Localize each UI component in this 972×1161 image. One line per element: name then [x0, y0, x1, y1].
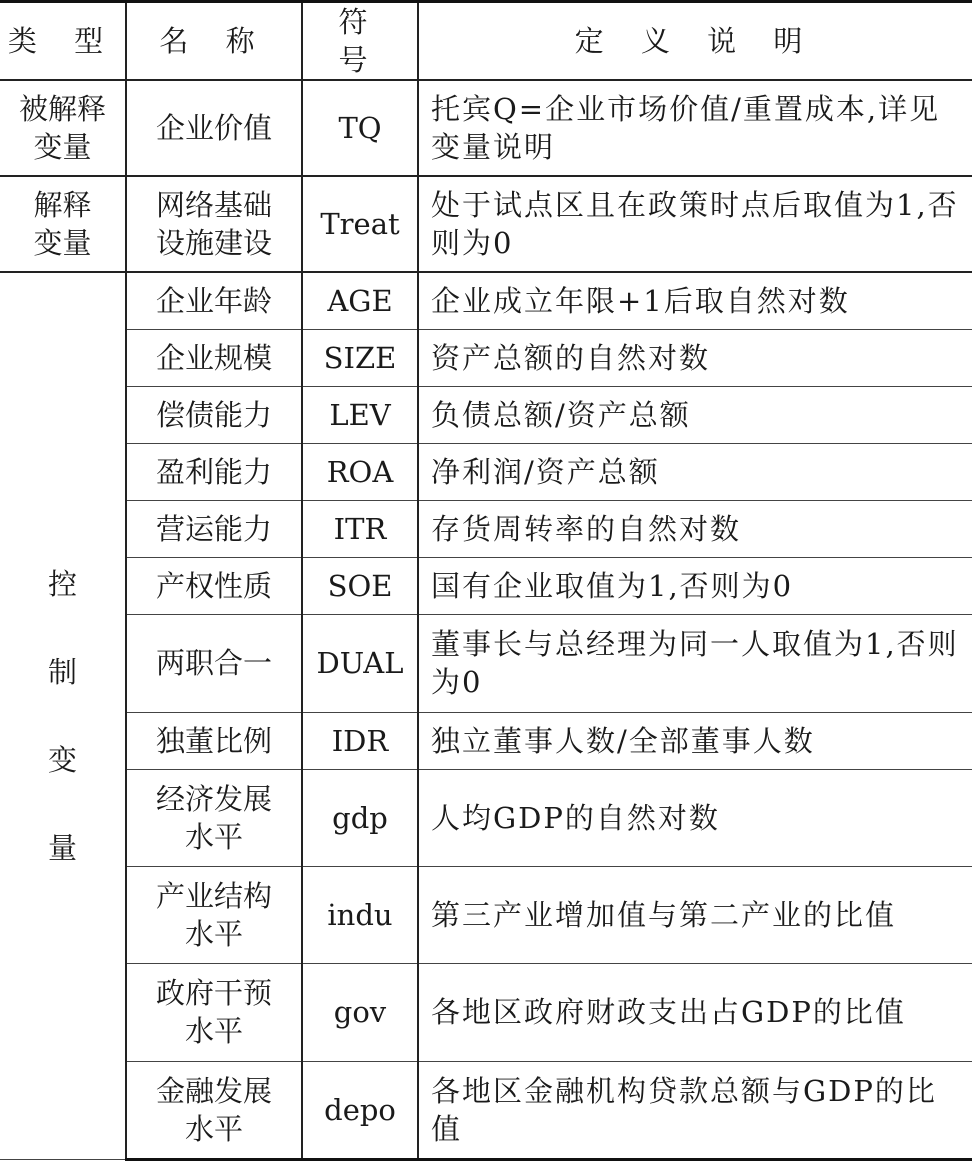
- header-type: 类 型: [0, 2, 126, 81]
- variable-definition: 独立董事人数/全部董事人数: [418, 712, 972, 769]
- variable-name: 两职合一: [126, 614, 302, 712]
- variable-definition: 各地区政府财政支出占GDP的比值: [418, 963, 972, 1061]
- variable-definition: 资产总额的自然对数: [418, 329, 972, 386]
- table-row: [0, 557, 972, 614]
- table-row: [0, 272, 972, 329]
- variable-definition: 存货周转率的自然对数: [418, 500, 972, 557]
- variable-definition: 第三产业增加值与第二产业的比值: [418, 866, 972, 963]
- category-dependent: 被解释变量: [0, 80, 126, 176]
- category-char: 控: [47, 566, 77, 601]
- variable-name: 企业价值: [126, 80, 302, 176]
- variable-definition: 托宾Q=企业市场价值/重置成本,详见变量说明: [418, 80, 972, 176]
- table-row: [0, 329, 972, 386]
- variable-name: 金融发展水平: [126, 1061, 302, 1159]
- variable-symbol: Treat: [302, 176, 418, 272]
- variable-name: 产业结构水平: [126, 866, 302, 963]
- variable-name: 企业规模: [126, 329, 302, 386]
- variable-symbol: SOE: [302, 557, 418, 614]
- variable-symbol: indu: [302, 866, 418, 963]
- variable-name: 独董比例: [126, 712, 302, 769]
- variable-name: 盈利能力: [126, 443, 302, 500]
- variable-symbol: gdp: [302, 769, 418, 866]
- variable-definition: 处于试点区且在政策时点后取值为1,否则为0: [418, 176, 972, 272]
- variable-name: 偿债能力: [126, 386, 302, 443]
- variable-name: 营运能力: [126, 500, 302, 557]
- variable-symbol: ITR: [302, 500, 418, 557]
- table-row: [0, 712, 972, 769]
- variable-definition: 国有企业取值为1,否则为0: [418, 557, 972, 614]
- variable-name: 企业年龄: [126, 272, 302, 329]
- category-char: 量: [47, 830, 77, 865]
- variable-definition: 负债总额/资产总额: [418, 386, 972, 443]
- header-symbol: 符 号: [302, 2, 418, 81]
- category-control: [0, 272, 126, 1159]
- header-row: [0, 2, 972, 81]
- table-row: [0, 500, 972, 557]
- variable-symbol: DUAL: [302, 614, 418, 712]
- variable-symbol: IDR: [302, 712, 418, 769]
- variable-definition: 人均GDP的自然对数: [418, 769, 972, 866]
- variable-name: 经济发展水平: [126, 769, 302, 866]
- variable-name: 政府干预水平: [126, 963, 302, 1061]
- category-char: 变: [47, 742, 77, 777]
- variable-symbol: depo: [302, 1061, 418, 1159]
- category-explanatory: 解释变量: [0, 176, 126, 272]
- table-row: [0, 769, 972, 866]
- variable-symbol: AGE: [302, 272, 418, 329]
- variable-symbol: SIZE: [302, 329, 418, 386]
- table-row: [0, 1061, 972, 1159]
- variable-symbol: ROA: [302, 443, 418, 500]
- variable-name: 产权性质: [126, 557, 302, 614]
- table-row: [0, 443, 972, 500]
- variable-symbol: gov: [302, 963, 418, 1061]
- table-row: [0, 614, 972, 712]
- variable-symbol: LEV: [302, 386, 418, 443]
- variable-definition: 净利润/资产总额: [418, 443, 972, 500]
- table-row: [0, 80, 972, 176]
- table-row: [0, 386, 972, 443]
- variable-definition: 董事长与总经理为同一人取值为1,否则为0: [418, 614, 972, 712]
- variable-definition: 企业成立年限+1后取自然对数: [418, 272, 972, 329]
- variable-symbol: TQ: [302, 80, 418, 176]
- variable-definition: 各地区金融机构贷款总额与GDP的比值: [418, 1061, 972, 1159]
- header-name: 名 称: [126, 2, 302, 81]
- table-row: [0, 963, 972, 1061]
- category-char: 制: [47, 654, 77, 689]
- variable-name: 网络基础设施建设: [126, 176, 302, 272]
- table-row: [0, 176, 972, 272]
- table-row: [0, 866, 972, 963]
- header-definition: 定 义 说 明: [418, 2, 972, 81]
